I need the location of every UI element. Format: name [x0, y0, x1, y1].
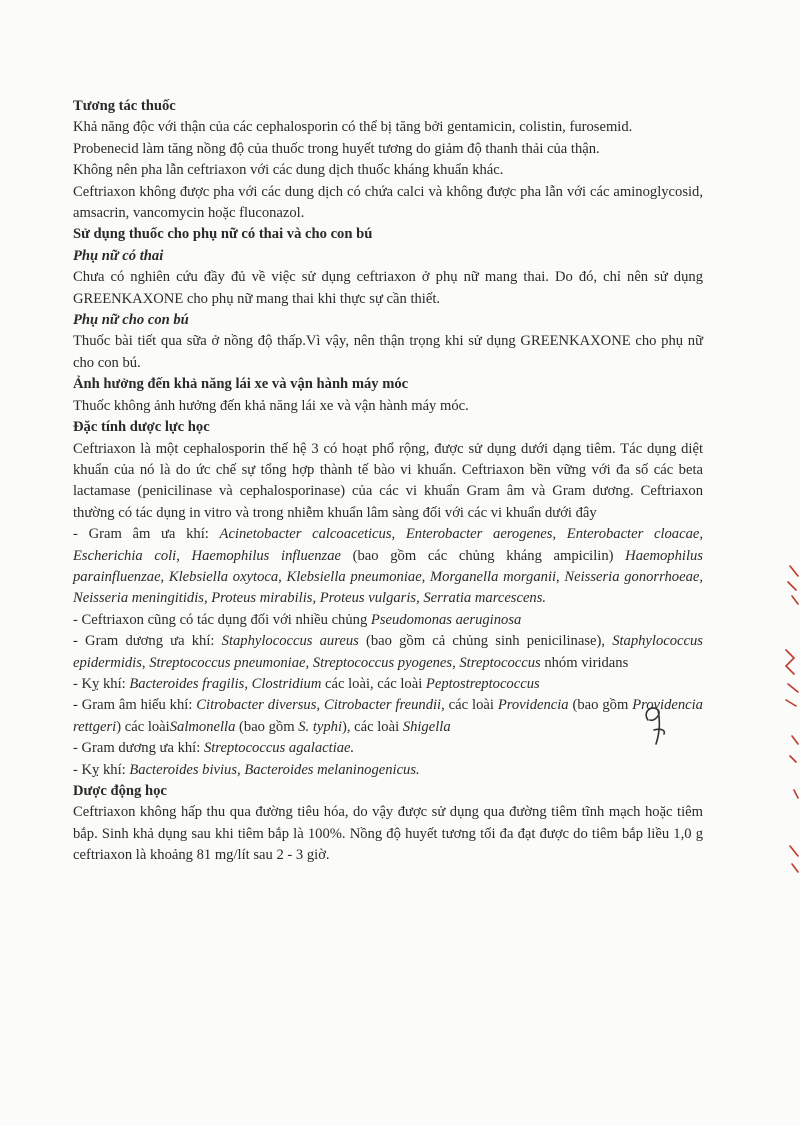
heading-drug-interactions: Tương tác thuốc — [73, 98, 176, 114]
bullet-anaerobic: - Kỵ khí: Bacteroides fragilis, Clostridium các loài, các loài Peptostreptococcus — [73, 675, 540, 692]
interaction-line-4: Ceftriaxon không được pha với các dung dịch có chứa calci và không được pha lẫn với các aminoglycosid, amsacrin, vancomycin hoặc fluconazol. — [73, 183, 703, 222]
bullet-pseudomonas: - Ceftriaxon cũng có tác dụng đối với nhiều chủng Pseudomonas aeruginosa — [73, 611, 522, 628]
pregnant-text: Chưa có nghiên cứu đầy đủ về việc sử dụng ceftriaxon ở phụ nữ mang thai. Do đó, chỉ nên sử dụng GREENKAXONE cho phụ nữ mang thai khi thực sự cần thiết. — [73, 269, 703, 307]
nursing-text: Thuốc bài tiết qua sữa ở nồng độ thấp.Vì vậy, nên thận trọng khi sử dụng GREENKAXONE cho phụ nữ cho con bú. — [73, 333, 703, 371]
heading-driving: Ảnh hưởng đến khả năng lái xe và vận hành máy móc — [73, 376, 409, 393]
heading-pharmacodynamics: Đặc tính dược lực học — [73, 419, 210, 436]
heading-pharmacokinetics: Dược động học — [73, 783, 167, 799]
subheading-pregnant: Phụ nữ có thai — [73, 247, 164, 264]
subheading-nursing: Phụ nữ cho con bú — [73, 312, 189, 329]
bullet-gram-positive-aerobic-2: - Gram dương ưa khí: Streptococcus agalactiae. — [73, 740, 355, 757]
pharmacodynamics-intro: Ceftriaxon là một cephalosporin thế hệ 3 có hoạt phổ rộng, được sử dụng dưới dạng tiêm. Tác dụng diệt khuẩn của nó là do ức chế sự tổng hợp thành tế bào vi khuẩn. Ceftriaxon bền vững với đa số các beta lactamase (penicilinase và cephalosporinase) của các vi khuẩn Gram âm và Gram dương. Ceftriaxon thường có tác dụng in vitro và trong nhiễm khuẩn lâm sàng đối với các vi khuẩn dưới đây — [73, 440, 703, 521]
heading-pregnancy-lactation: Sử dụng thuốc cho phụ nữ có thai và cho con bú — [73, 226, 373, 243]
bullet-gram-positive-aerobic: - Gram dương ưa khí: Staphylococcus aureus (bao gồm cả chủng sinh penicilinase), Staphylococcus epidermidis, Streptococcus pneumoniae, Streptococcus pyogenes, Streptococcus nhóm viridans — [73, 633, 703, 671]
bullet-anaerobic-2: - Kỵ khí: Bacteroides bivius, Bacteroides melaninogenicus. — [73, 761, 420, 778]
initials-mark — [638, 700, 678, 750]
pharmacokinetics-text: Ceftriaxon không hấp thu qua đường tiêu hóa, do vậy được sử dụng qua đường tiêm tĩnh mạch hoặc tiêm bắp. Sinh khả dụng sau khi tiêm bắp là 100%. Nồng độ huyết tương tối đa đạt được do tiêm bắp liều 1,0 g ceftriaxon là khoảng 81 mg/lít sau 2 - 3 giờ. — [73, 804, 703, 864]
document-page — [73, 96, 703, 867]
stamp-edge-mark — [764, 560, 800, 880]
interaction-line-2: Probenecid làm tăng nồng độ của thuốc trong huyết tương do giảm độ thanh thải của thận. — [73, 140, 600, 157]
bullet-gram-negative-aerobic: - Gram âm ưa khí: Acinetobacter calcoaceticus, Enterobacter aerogenes, Enterobacter cloacae, Escherichia coli, Haemophilus influenzae (bao gồm các chủng kháng ampicilin) Haemophilus parainfluenzae, Klebsiella oxytoca, Klebsiella pneumoniae, Morganella morganii, Neisseria gonorrhoeae, Neisseria meningitidis, Proteus mirabilis, Proteus vulgaris, Serratia marcescens. — [73, 526, 703, 607]
driving-text: Thuốc không ảnh hưởng đến khả năng lái xe và vận hành máy móc. — [73, 397, 469, 414]
bullet-gram-negative-aerobic-2: - Gram âm hiếu khí: Citrobacter diversus, Citrobacter freundii, các loài Providencia (bao gồm Providencia rettgeri) các loàiSalmonella (bao gồm S. typhi), các loài Shigella — [73, 697, 703, 735]
interaction-line-3: Không nên pha lẫn ceftriaxon với các dung dịch thuốc kháng khuẩn khác. — [73, 162, 504, 179]
interaction-line-1: Khả năng độc với thận của các cephalosporin có thể bị tăng bởi gentamicin, colistin, furosemid. — [73, 119, 633, 136]
